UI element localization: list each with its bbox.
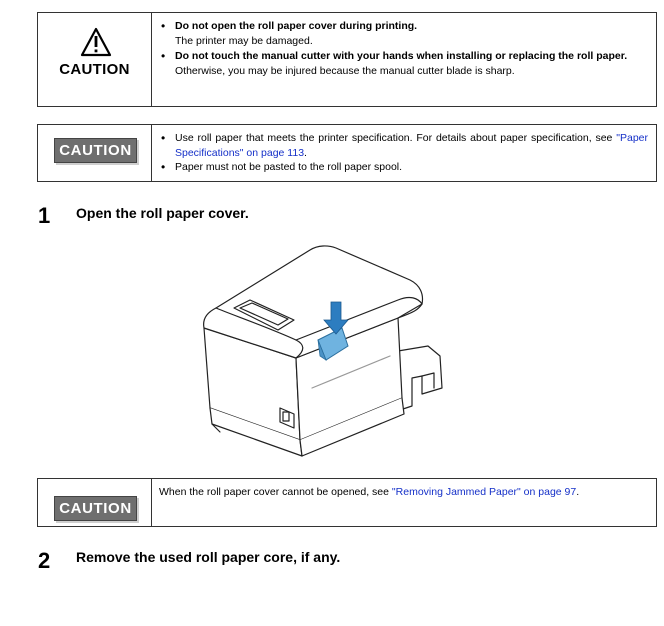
step-number: 2 — [38, 548, 51, 573]
removing-jammed-paper-link[interactable]: "Removing Jammed Paper" on page 97 — [391, 486, 577, 498]
caution-item-text: Paper must not be pasted to the roll paper spool. — [175, 161, 403, 173]
caution-note-end: . — [576, 486, 580, 498]
printer-illustration — [190, 228, 450, 466]
caution-item-text: The printer may be damaged. — [175, 35, 313, 47]
caution-item-end: . — [304, 146, 307, 159]
step-text: Open the roll paper cover. — [76, 205, 249, 221]
caution-box-1 — [37, 12, 657, 107]
caution-label: CAUTION — [59, 61, 130, 78]
caution-item-bold: • Do not open the roll paper cover during printing. — [175, 20, 418, 32]
step-number: 1 — [38, 203, 51, 228]
caution-note-text: When the roll paper cover cannot be opened, see — [159, 486, 389, 498]
caution-item-text: Otherwise, you may be injured because the manual cutter blade is sharp. — [175, 65, 515, 77]
caution-icon-cell — [38, 13, 152, 106]
caution-box-3 — [37, 478, 657, 527]
caution-badge: CAUTION — [54, 496, 137, 521]
step-text: Remove the used roll paper core, if any. — [76, 549, 341, 565]
caution-item — [159, 160, 648, 175]
caution-note — [159, 485, 648, 500]
caution-badge: CAUTION — [54, 138, 137, 163]
caution-item-bold: • Do not touch the manual cutter with your hands when installing or replacing the roll paper. — [175, 50, 628, 62]
caution-list-1 — [159, 19, 648, 79]
caution-item-text: Use roll paper that meets the printer specification. For details about paper specification, see — [175, 132, 613, 144]
caution-icon-cell — [38, 479, 152, 526]
caution-item — [159, 49, 648, 79]
caution-item — [159, 131, 648, 160]
paper-specifications-link[interactable]: "Paper Specifications" on page 113 — [175, 132, 648, 159]
caution-icon-cell — [38, 125, 152, 181]
caution-list-2 — [159, 131, 648, 175]
caution-box-2 — [37, 124, 657, 182]
warning-triangle-icon — [80, 27, 112, 57]
caution-item — [159, 19, 648, 49]
